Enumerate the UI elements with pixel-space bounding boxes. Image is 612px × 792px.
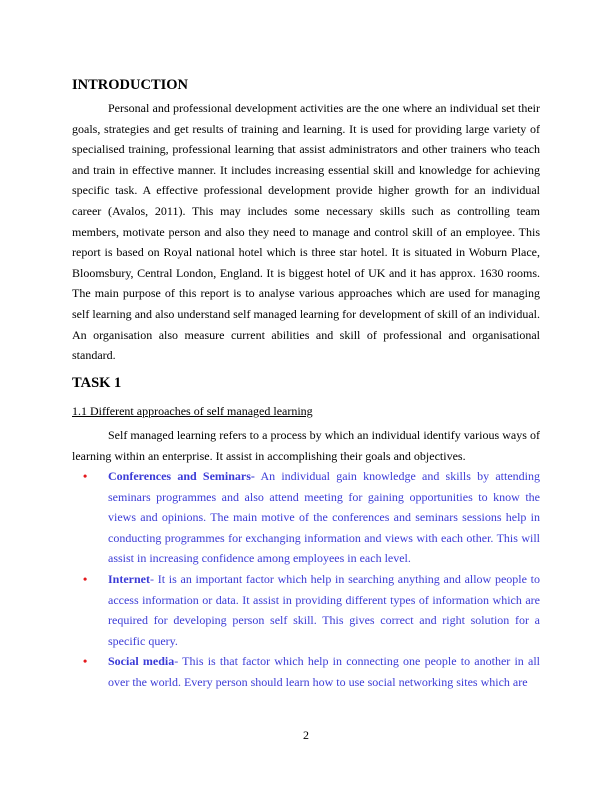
introduction-paragraph: Personal and professional development activities are the one where an individual set their goals, strategies and get results of training and learning. It is used for providing large variety of specialised training, professional learning that assist administrators and other trainers who teach and train in effective manner. It includes increasing essential skill and knowledge for achieving specific task. A effective professional development provide higher growth for an individual career (Avalos, 2011). This may includes some necessary skills such as controlling team members, motivate person and also they need to manage and control skill of an employee. This report is based on Royal national hotel which is three star hotel. It is situated in Woburn Place, Bloomsbury, Central London, England. It is biggest hotel of UK and it has approx. 1630 rooms. The main purpose of this report is to analyse various approaches which are used for managing self learning and also understand self managed learning for development of skill of an individual. An organisation also measure current abilities and skill of professional and organisational standard. [72, 101, 540, 363]
bullet-text: - This is that factor which help in connecting one people to another in all over the world. Every person should learn how to use social networking sites which are [108, 654, 541, 689]
list-item [83, 569, 540, 651]
task-heading: TASK 1 [72, 375, 122, 391]
bullet-icon: • [83, 654, 88, 669]
bullet-icon: • [83, 571, 88, 586]
bullet-term: Conferences and Seminars- [108, 469, 255, 483]
bullet-text: An individual gain knowledge and skills by attending seminars programmes and also attend meeting for gaining opportunities to know the views and opinions. The main motive of the conferences and seminars sessions help in conducting programmes for exchanging information and views with each other. This will assist in increasing confidence among employees in each level. [108, 469, 540, 566]
bullet-term: Internet [108, 571, 150, 586]
list-item [83, 466, 540, 569]
section-subheading: 1.1 Different approaches of self managed learning [72, 404, 313, 418]
list-item [83, 651, 541, 692]
bullet-term: Social media [108, 654, 175, 669]
bullet-icon: • [83, 469, 88, 483]
bullet-text: - It is an important factor which help in searching anything and allow people to access information or data. It assist in providing different types of information which are required for developing person self skill. This gives correct and right solution for a specific query. [108, 571, 540, 648]
approaches-list [83, 466, 541, 693]
task-intro-paragraph: Self managed learning refers to a process by which an individual identify various ways of learning within an enterprise. It assist in accomplishing their goals and objectives. [72, 428, 540, 463]
introduction-heading: INTRODUCTION [72, 77, 189, 93]
page-number: 2 [303, 728, 309, 742]
